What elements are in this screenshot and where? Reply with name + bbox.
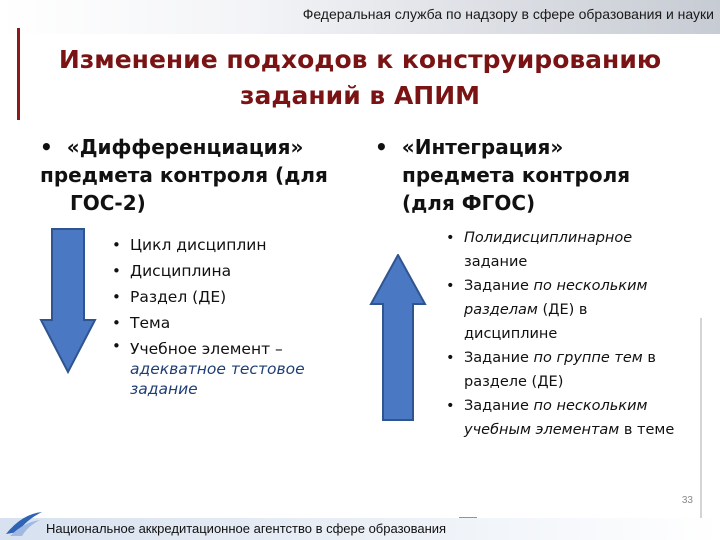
list-item-text: Задание xyxy=(464,398,529,414)
right-column-heading xyxy=(375,133,675,217)
arrow-up-icon xyxy=(369,254,427,422)
list-item-text: (ДЕ) в дисциплине xyxy=(464,302,588,342)
left-bullet-list xyxy=(112,232,342,399)
list-item-emphasis: по нескольким разделам xyxy=(464,278,648,318)
left-heading-line-1: «Дифференциация» xyxy=(66,135,304,159)
list-item xyxy=(446,274,676,346)
list-item-text: в теме xyxy=(623,422,675,438)
list-item xyxy=(446,226,676,274)
left-heading-line-3: ГОС-2) xyxy=(70,191,146,215)
left-column-heading xyxy=(40,133,360,217)
list-item: • Раздел (ДЕ) xyxy=(112,284,342,310)
list-item: • Дисциплина xyxy=(112,258,342,284)
list-item xyxy=(446,346,676,394)
arrow-down-icon xyxy=(39,228,97,374)
list-item-emphasis: по нескольким учебным элементам xyxy=(464,398,648,438)
list-item: • Цикл дисциплин xyxy=(112,232,342,258)
page-number: 33 xyxy=(681,495,693,506)
right-heading-line-2: предмета контроля xyxy=(402,163,631,187)
list-item-text: в разделе (ДЕ) xyxy=(464,350,656,390)
right-heading-line-3: (для ФГОС) xyxy=(402,191,536,215)
list-item: • Тема xyxy=(112,310,342,336)
divider xyxy=(700,318,702,518)
title-line-2: заданий в АПИМ xyxy=(239,81,481,110)
right-bullet-list xyxy=(446,226,676,442)
footer-agency-name: Национальное аккредитационное агентство в сфере образования xyxy=(46,521,447,536)
list-item-emphasis: Полидисциплинарное xyxy=(464,230,633,246)
agency-logo-icon xyxy=(4,510,44,538)
list-item xyxy=(446,394,676,442)
list-item xyxy=(112,336,342,399)
list-item-emphasis: адекватное тестовое задание xyxy=(130,360,305,398)
heading-bullet: • xyxy=(375,135,388,159)
title-accent-rule xyxy=(17,28,20,120)
slide-title xyxy=(30,42,690,114)
header-agency-name: Федеральная служба по надзору в сфере образования и науки xyxy=(302,6,714,22)
left-heading-line-2: предмета контроля (для xyxy=(40,163,328,187)
list-item-text: Учебное элемент – xyxy=(130,340,283,358)
list-item-text: задание xyxy=(464,254,528,270)
list-item-emphasis: по группе тем xyxy=(533,350,643,366)
list-item-text: Задание xyxy=(464,350,529,366)
list-item-text: Задание xyxy=(464,278,529,294)
heading-bullet: • xyxy=(40,135,53,159)
title-line-1: Изменение подходов к конструированию xyxy=(58,45,662,74)
right-heading-line-1: «Интеграция» xyxy=(401,135,564,159)
